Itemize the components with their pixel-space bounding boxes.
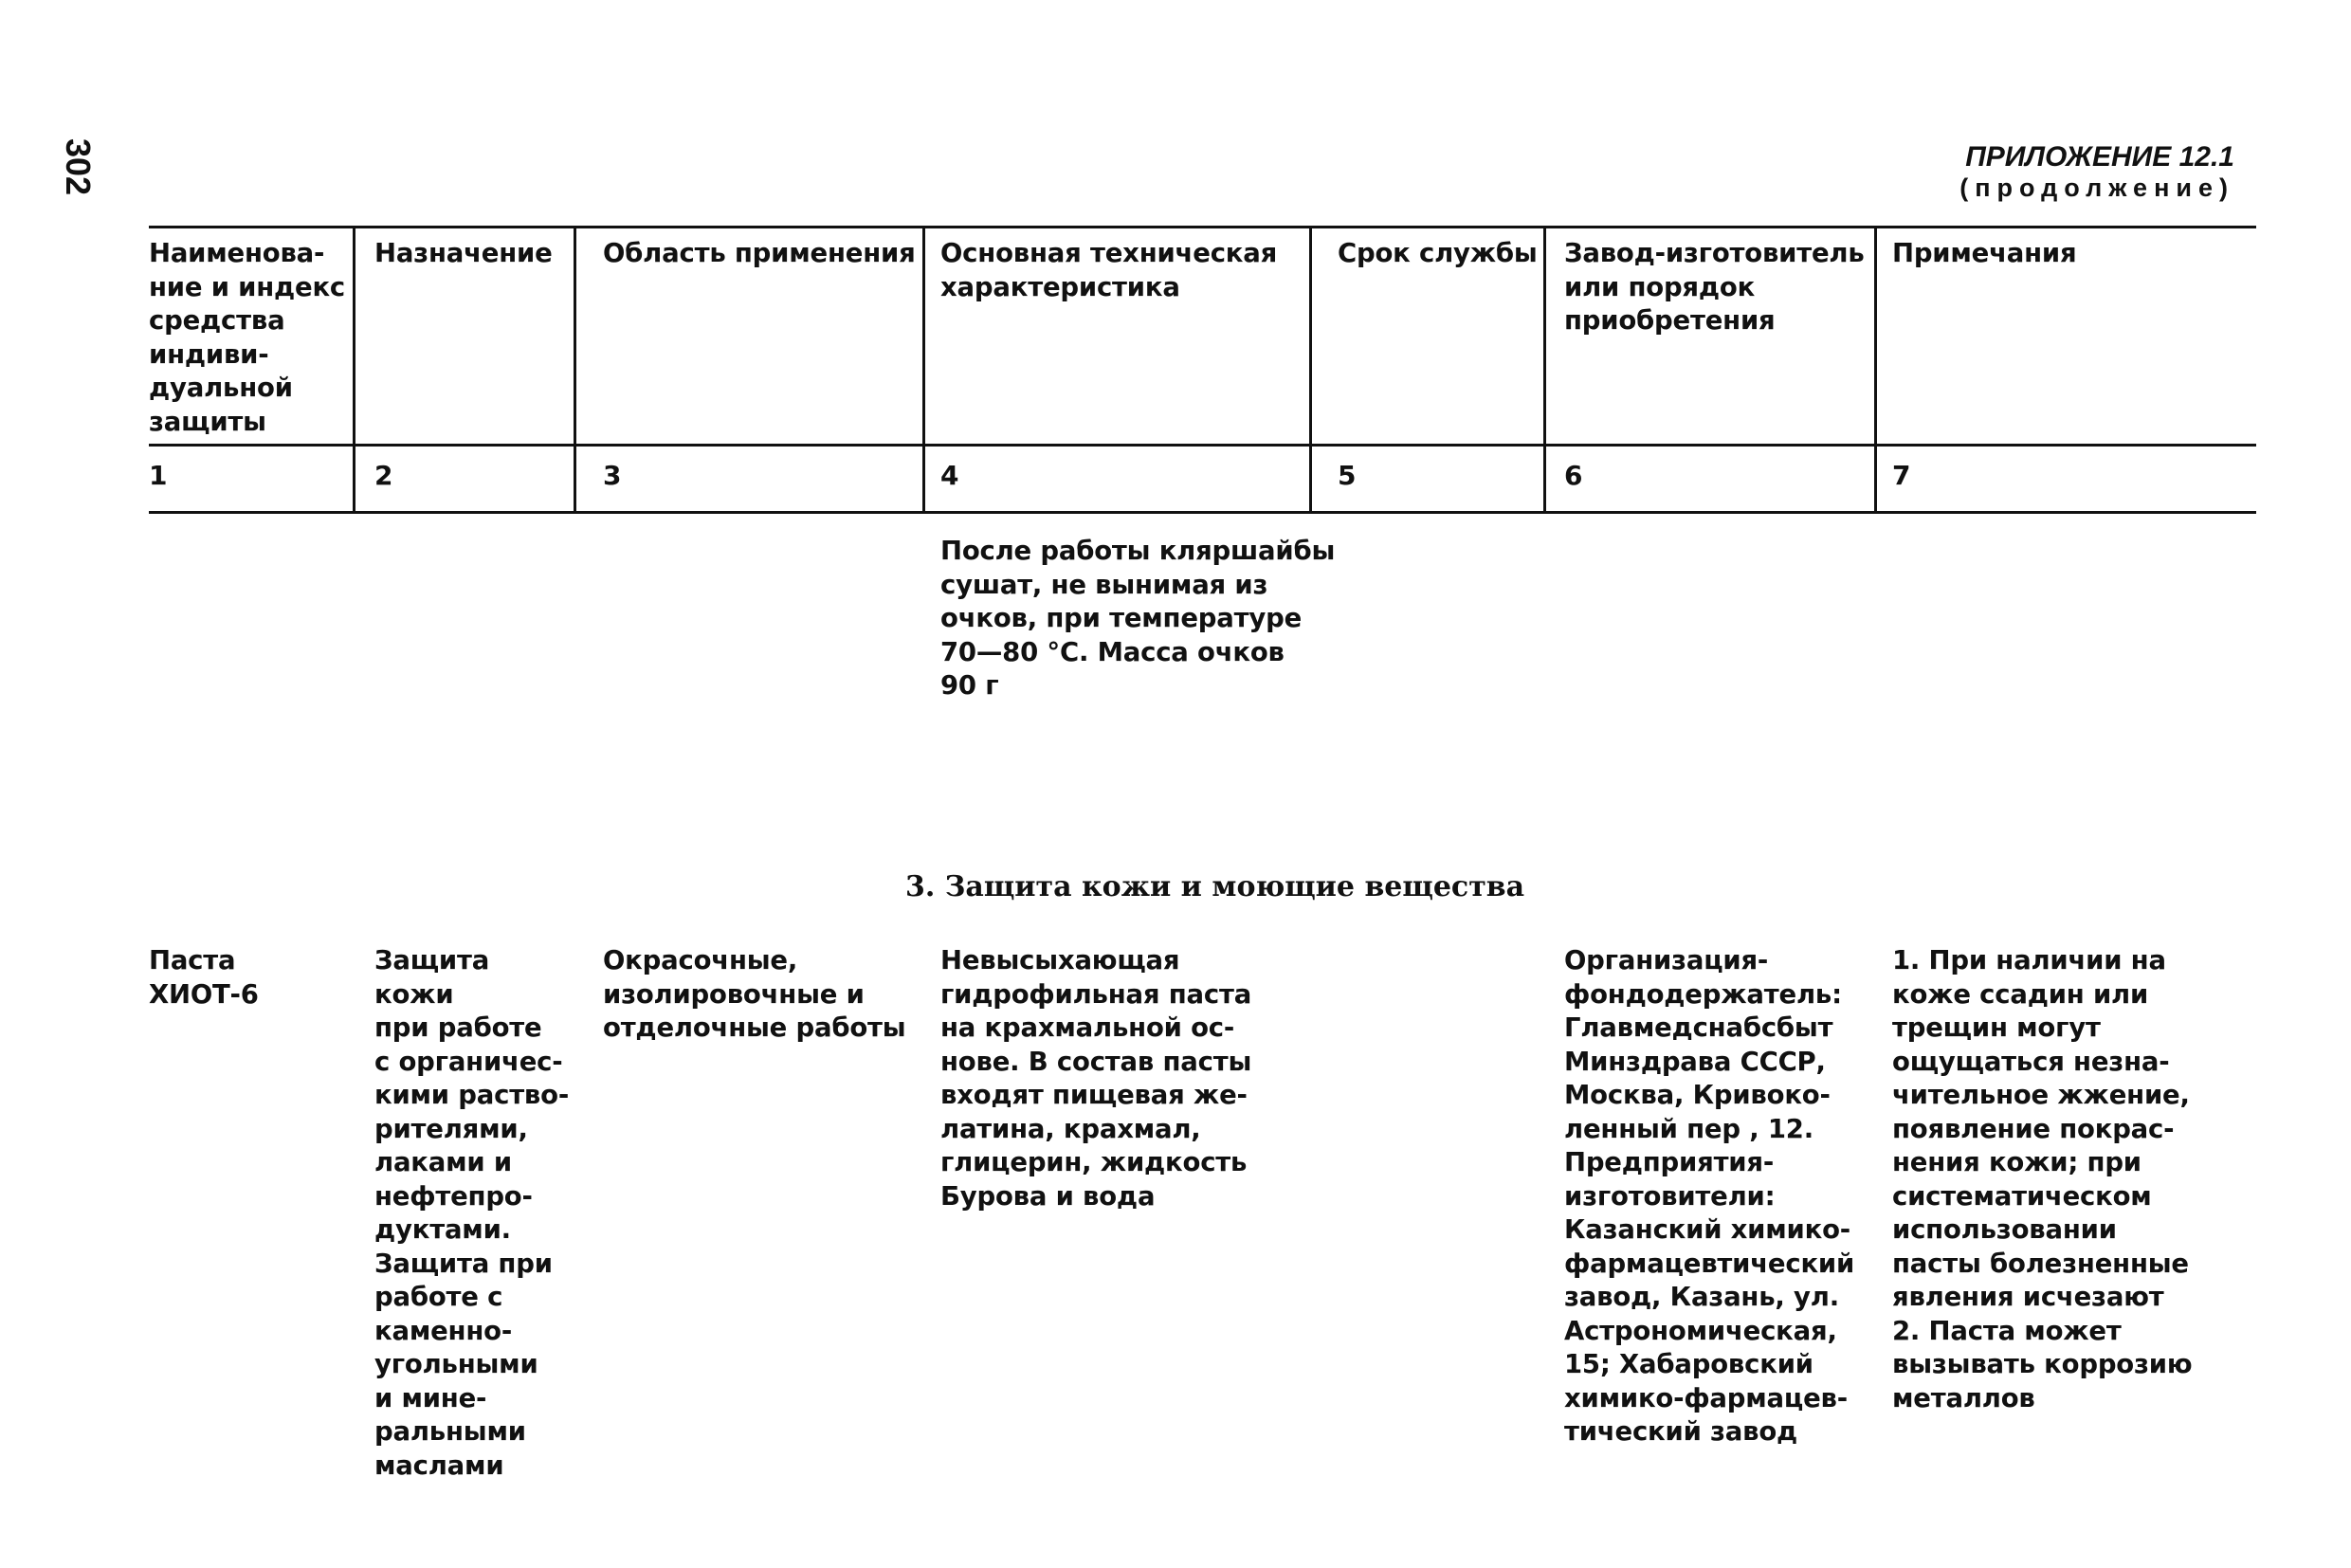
row-characteristic: Невысыхающая гидрофильная паста на крахмальной ос- нове. В состав пасты входят пищевая же- латина, крахмал, глицерин, жидкость Бурова и вода <box>940 945 1252 1212</box>
header-notes: Примечания <box>1892 238 2077 268</box>
column-number: 1 <box>149 460 168 491</box>
header-manufacturer: Завод-изготовитель или порядок приобретения <box>1564 238 1865 336</box>
table-top-rule <box>149 226 2256 228</box>
continuation-characteristic: После работы кляршайбы сушат, не вынимая из очков, при температуре 70—80 °С. Масса очков 90 г <box>940 536 1336 701</box>
appendix-heading <box>1959 140 2234 204</box>
row-application: Окрасочные, изолировочные и отделочные работы <box>603 945 906 1043</box>
column-number: 5 <box>1338 460 1357 491</box>
header-application: Область применения <box>603 238 916 268</box>
section-title: 3. Защита кожи и моющие вещества <box>905 870 1525 903</box>
column-number: 6 <box>1564 460 1583 491</box>
row-name: Паста ХИОТ-6 <box>149 945 259 1010</box>
column-divider <box>922 226 925 513</box>
header-name-index: Наименова- ние и индекс средства индиви- дуальной защиты <box>149 238 346 437</box>
table-header-rule <box>149 444 2256 447</box>
header-purpose: Назначение <box>374 238 553 268</box>
column-number: 4 <box>940 460 959 491</box>
row-notes: 1. При наличии на коже ссадин или трещин могут ощущаться незна- чительное жжение, появление покрас- нения кожи; при систематическом использовании пасты болезненные явления исчезают 2. Паста может вызывать коррозию металлов <box>1892 945 2193 1413</box>
appendix-subtitle: (продолжение) <box>1959 173 2234 203</box>
table-numbers-rule <box>149 511 2256 514</box>
column-number: 3 <box>603 460 622 491</box>
column-number: 2 <box>374 460 393 491</box>
page-number: 302 <box>59 137 98 196</box>
header-service-life: Срок службы <box>1338 238 1538 268</box>
column-divider <box>353 226 355 513</box>
column-divider <box>1874 226 1877 513</box>
row-purpose: Защита кожи при работе с органичес- кими раство- рителями, лаками и нефтепро- дуктами. Защита при работе с каменно- угольными и мине- ральными маслами <box>374 945 570 1481</box>
column-divider <box>1543 226 1546 513</box>
appendix-title: ПРИЛОЖЕНИЕ 12.1 <box>1965 141 2234 173</box>
column-divider <box>1309 226 1312 513</box>
column-divider <box>574 226 576 513</box>
row-manufacturer: Организация- фондодержатель: Главмедснабсбыт Минздрава СССР, Москва, Кривоко- ленный пер , 12. Предприятия- изготовители: Казанский химико- фармацевтический завод, Казань, ул. Астрономическая, 15; Хабаровский химико-фармацев- тический завод <box>1564 945 1855 1447</box>
header-characteristic: Основная техническая характеристика <box>940 238 1278 302</box>
column-number: 7 <box>1892 460 1911 491</box>
